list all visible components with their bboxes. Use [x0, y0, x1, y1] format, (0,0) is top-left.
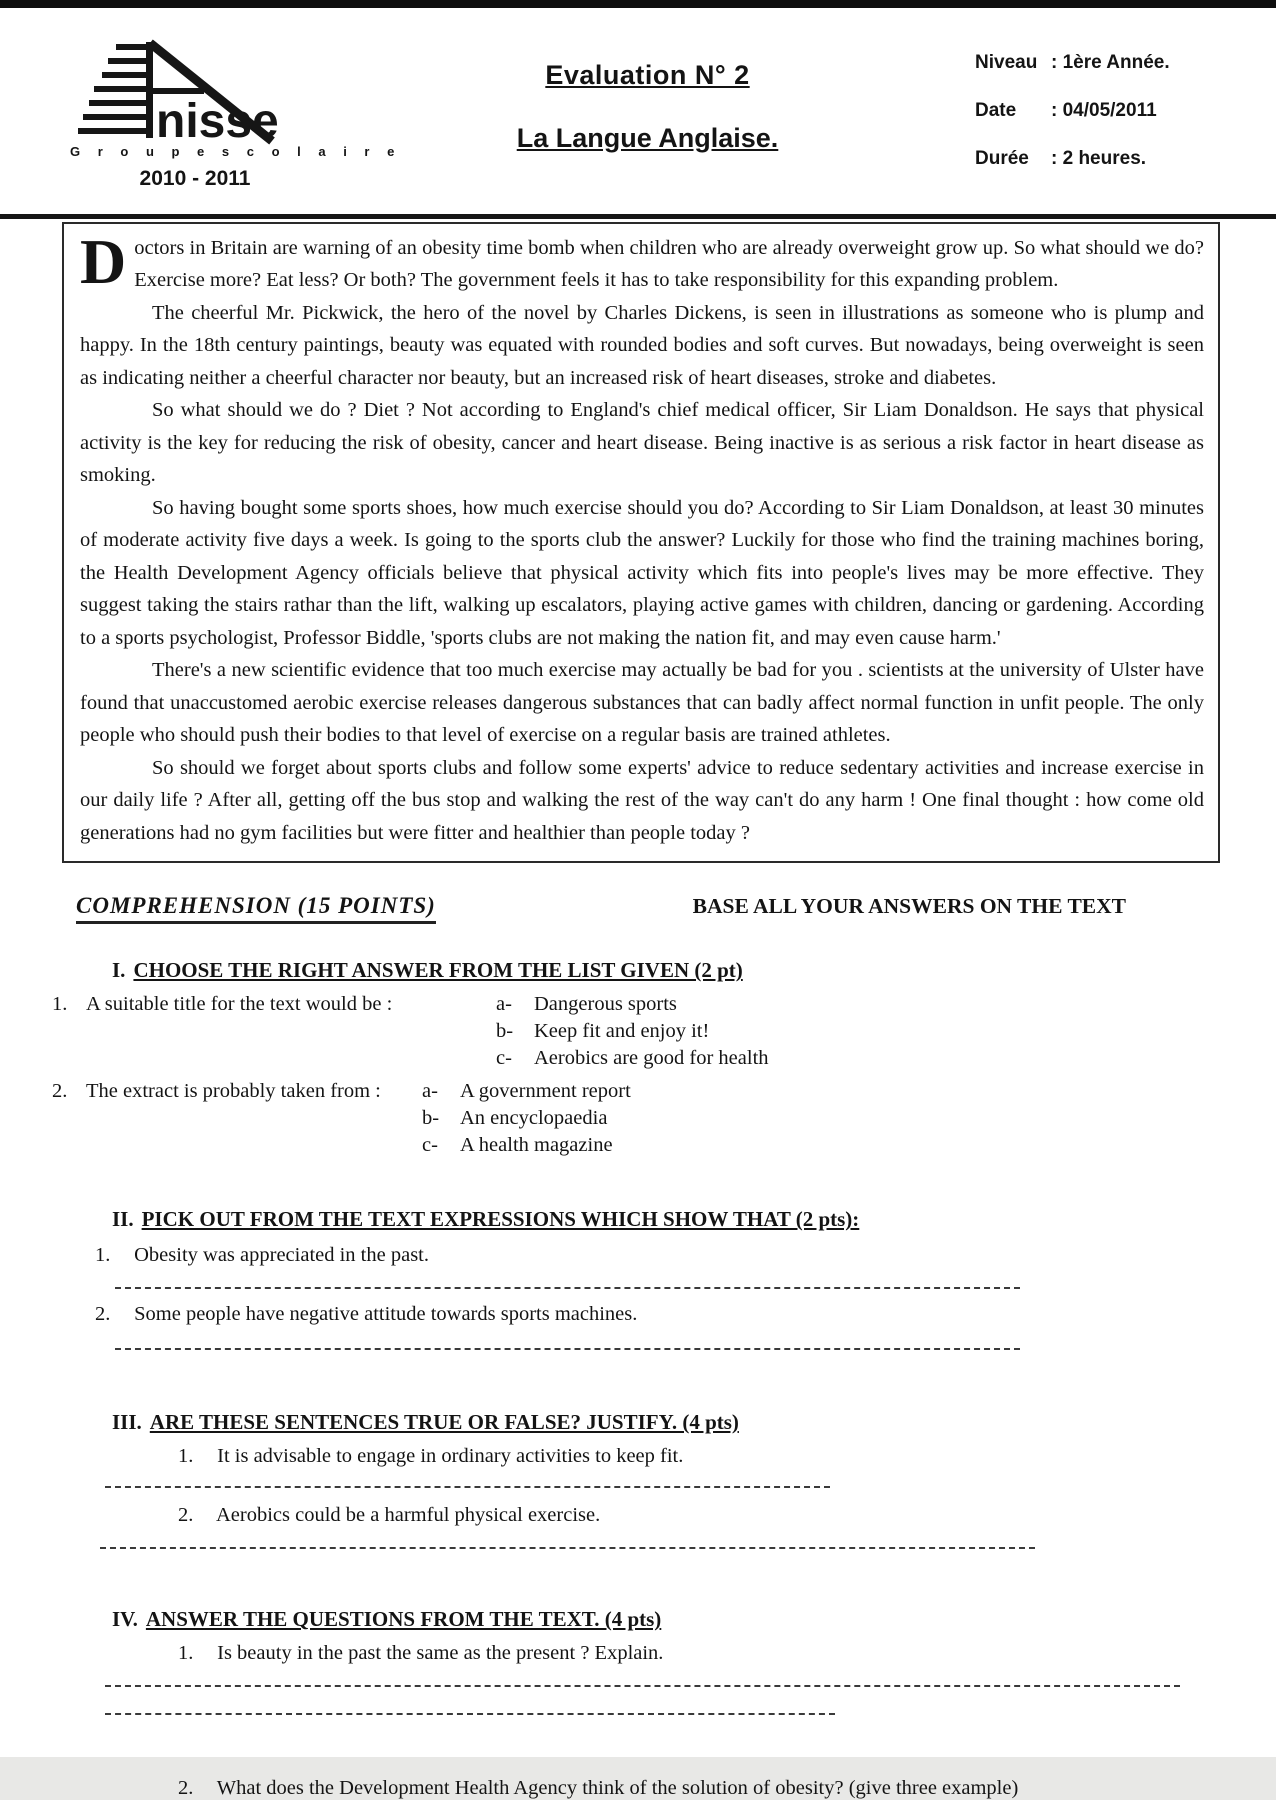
question-number: 1. [52, 993, 68, 1016]
question-number: 1. [178, 1445, 194, 1468]
option-letter: c- [422, 1134, 438, 1157]
question-text: Obesity was appreciated in the past. [134, 1244, 430, 1267]
question-1 [178, 1445, 1276, 1468]
exam-info [975, 38, 1230, 196]
passage-paragraph: There's a new scientific evidence that too much exercise may actually be bad for you . scientists at the university of Ulster have found that unaccustomed aerobic exercise releases dangerous substances that can badly affect normal function in unfit people. The only people who should push their bodies to that level of exercise on a regular basis are trained athletes. [80, 659, 1204, 747]
option-c [422, 1134, 631, 1157]
section-title: ARE THESE SENTENCES TRUE OR FALSE? JUSTIFY. (4 pts) [149, 1410, 739, 1435]
passage-paragraph: So should we forget about sports clubs and follow some experts' advice to reduce sedentary activities and increase exercise in our daily life ? After all, getting off the bus stop and walking the rest of the way can't do any harm ! One final thought : how come old generations had no gym facilities but were fitter and healthier than people today ? [80, 756, 1204, 844]
base-answers-note: BASE ALL YOUR ANSWERS ON THE TEXT [692, 894, 1126, 919]
question-text: What does the Development Health Agency think of the solution of obesity? (give three example) [216, 1777, 1019, 1800]
section-title: PICK OUT FROM THE TEXT EXPRESSIONS WHICH SHOW THAT (2 pts): [141, 1207, 860, 1232]
exam-title: Evaluation N° 2 [545, 60, 750, 90]
section-numeral: II. [112, 1207, 134, 1232]
question-2 [178, 1504, 1276, 1527]
option-letter: c- [496, 1047, 512, 1070]
section-2 [0, 1207, 1276, 1350]
section-3-heading [112, 1410, 1276, 1435]
option-letter: a- [422, 1080, 438, 1103]
option-label: Aerobics are good for health [534, 1047, 769, 1070]
question-number: 2. [178, 1777, 194, 1800]
comprehension-heading: COMPREHENSION (15 POINTS) [76, 893, 436, 924]
options-list [422, 1080, 631, 1161]
question-number: 2. [52, 1080, 68, 1103]
passage-paragraph: The cheerful Mr. Pickwick, the hero of the novel by Charles Dickens, is seen in illustrations as someone who is plump and happy. In the 18th century paintings, beauty was equated with rounded bodies and soft curves. But nowadays, being overweight is seen as indicating neither a cheerful character nor beauty, but an increased risk of heart diseases, stroke and diabetes. [80, 301, 1204, 389]
question-text: It is advisable to engage in ordinary activities to keep fit. [217, 1445, 684, 1468]
option-label: Keep fit and enjoy it! [534, 1020, 710, 1043]
top-border-bar [0, 0, 1276, 8]
date-value: : 04/05/2011 [1051, 100, 1157, 121]
question-2 [178, 1777, 1276, 1800]
section-1-heading [112, 958, 1276, 983]
question-number: 2. [178, 1504, 194, 1527]
passage-paragraph: So what should we do ? Diet ? Not according to England's chief medical officer, Sir Liam Donaldson. He says that physical activity is the key for reducing the risk of obesity, cancer and heart disease. Being inactive is as serious a risk factor in heart disease as smoking. [80, 399, 1204, 487]
answer-line [115, 1287, 1020, 1289]
options-list [496, 993, 769, 1074]
info-niveau [975, 52, 1230, 74]
school-years: 2010 - 2011 [139, 167, 251, 190]
section-4 [0, 1607, 1276, 1800]
option-b [422, 1107, 631, 1130]
section-title: ANSWER THE QUESTIONS FROM THE TEXT. (4 pts) [145, 1607, 662, 1632]
exam-titles [320, 38, 975, 196]
option-label: Dangerous sports [534, 993, 677, 1016]
duree-label: Durée [975, 148, 1029, 169]
option-letter: b- [496, 1020, 514, 1043]
answer-line [115, 1348, 1020, 1350]
niveau-label: Niveau [975, 52, 1038, 73]
reading-passage-box [62, 222, 1220, 863]
passage-paragraph: So having bought some sports shoes, how much exercise should you do? According to Sir Liam Donaldson, at least 30 minutes of moderate activity five days a week. Is going to the sports club the answer? Luckily for those who find the training machines boring, the Health Development Agency officials believe that physical activity which fits into people's lives may be more effective. They suggest taking the stairs rathar than the lift, walking up escalators, playing active games with children, dancing or gardening. According to a sports psychologist, Professor Biddle, 'sports clubs are not making the nation fit, and may even cause harm.' [80, 496, 1204, 649]
option-label: A health magazine [460, 1134, 613, 1157]
passage-paragraph [80, 226, 1204, 297]
question-2 [95, 1303, 1276, 1326]
section-1 [0, 958, 1276, 1161]
option-a [422, 1080, 631, 1103]
question-text: Some people have negative attitude towards sports machines. [134, 1303, 638, 1326]
question-text: A suitable title for the text would be : [86, 993, 393, 1016]
question-1 [95, 1244, 1276, 1267]
question-text: The extract is probably taken from : [86, 1080, 381, 1103]
section-4-heading [112, 1607, 1276, 1632]
section-3 [0, 1410, 1276, 1549]
option-b [496, 1020, 769, 1043]
svg-text:nisse: nisse [156, 95, 279, 148]
duree-value: : 2 heures. [1051, 148, 1147, 169]
school-logo-icon [76, 38, 286, 160]
horizontal-rule [0, 214, 1276, 219]
school-logo-block [70, 38, 402, 196]
section-numeral: III. [112, 1410, 142, 1435]
comprehension-header-row [0, 863, 1276, 924]
question-text: Aerobics could be a harmful physical exercise. [216, 1504, 601, 1527]
question-number: 1. [178, 1642, 194, 1665]
option-label: A government report [460, 1080, 631, 1103]
option-letter: b- [422, 1107, 440, 1130]
exam-subject: La Langue Anglaise. [516, 123, 779, 153]
question-text: Is beauty in the past the same as the present ? Explain. [217, 1642, 664, 1665]
answer-line [105, 1685, 1180, 1687]
option-letter: a- [496, 993, 512, 1016]
answer-line [100, 1547, 1035, 1549]
option-label: An encyclopaedia [460, 1107, 608, 1130]
option-a [496, 993, 769, 1016]
header [0, 8, 1276, 196]
question-1 [52, 993, 1276, 1074]
section-title: CHOOSE THE RIGHT ANSWER FROM THE LIST GIVEN (2 pt) [133, 958, 743, 983]
question-number: 2. [95, 1303, 111, 1326]
date-label: Date [975, 100, 1017, 121]
niveau-value: : 1ère Année. [1051, 52, 1170, 73]
section-numeral: IV. [112, 1607, 138, 1632]
section-numeral: I. [112, 958, 126, 983]
paragraph-text: octors in Britain are warning of an obesity time bomb when children who are already overweight grow up. So what should we do? Exercise more? Eat less? Or both? The government feels it has to take responsibility for this expanding problem. [134, 237, 1204, 292]
option-c [496, 1047, 769, 1070]
drop-cap: D [80, 226, 127, 297]
question-number: 1. [95, 1244, 111, 1267]
answer-line [105, 1486, 830, 1488]
question-1 [178, 1642, 1276, 1665]
answer-line [105, 1713, 835, 1715]
section-2-heading [112, 1207, 1276, 1232]
logo-subtitle: G r o u p e s c o l a i r e [70, 144, 402, 159]
info-date [975, 100, 1230, 122]
info-duree [975, 148, 1230, 170]
question-2 [52, 1080, 1276, 1161]
